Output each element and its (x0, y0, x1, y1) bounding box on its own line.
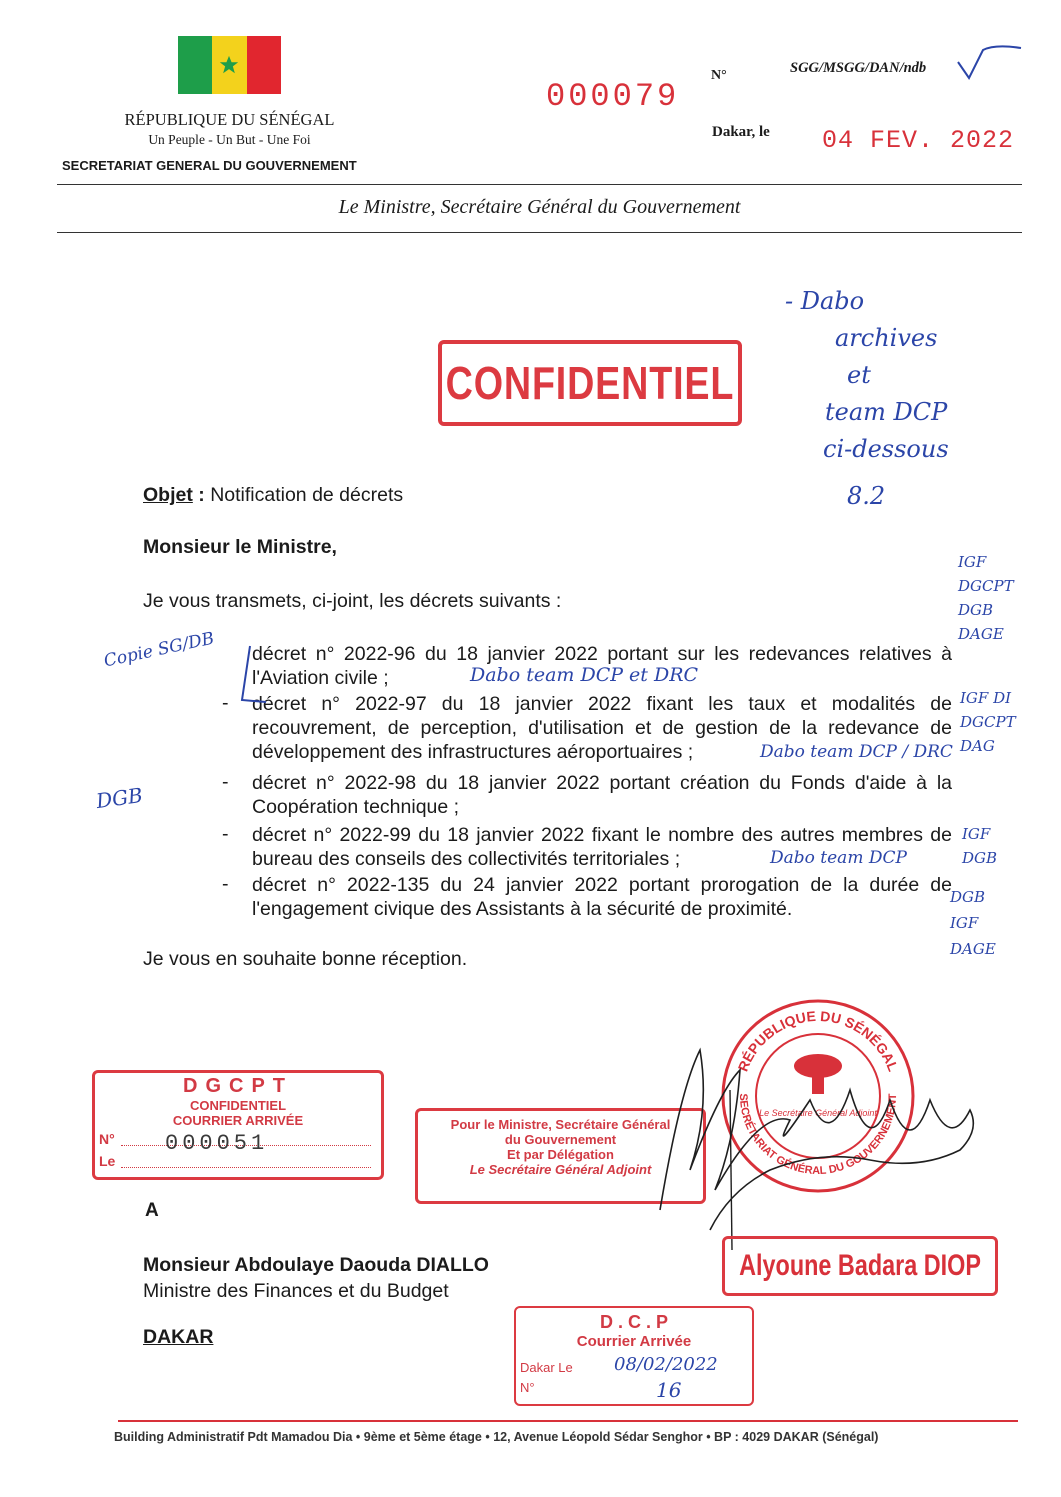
annotation-line: DGB (950, 888, 986, 906)
annotation-line: et (847, 361, 871, 389)
annotation-line: DAGE (950, 940, 996, 958)
decree-item-1: décret n° 2022-96 du 18 janvier 2022 portant sur les redevances relatives à l'Aviation civile ; (252, 643, 952, 689)
footer-rule (118, 1420, 1018, 1422)
annotation-line-4: Dabo team DCP (770, 848, 907, 868)
annotation-line: DGB (958, 601, 994, 619)
annotation-line: DAGE (958, 625, 1004, 643)
annotation-line: DGCPT (960, 713, 1016, 731)
dcp-date: 08/02/2022 (614, 1354, 718, 1375)
header-rule-top (57, 184, 1022, 185)
annotation-line: team DCP (825, 398, 948, 426)
dgcpt-date-label: Le (99, 1153, 116, 1169)
annotation-line: IGF DI (960, 689, 1012, 707)
reference-code: SGG/MSGG/DAN/ndb (790, 60, 927, 76)
annotation-line: archives (835, 324, 938, 352)
national-motto: Un Peuple - Un But - Une Foi (148, 132, 311, 147)
seal-inner-text: Le Secrétaire Général Adjoint (759, 1108, 877, 1118)
annotation-line-1: Dabo team DCP et DRC (470, 664, 699, 686)
annotation-dabo-archives (785, 283, 949, 515)
object-text: Notification de décrets (210, 484, 404, 506)
intro-text: Je vous transmets, ci-joint, les décrets suivants : (143, 590, 562, 612)
dgcpt-line-1: CONFIDENTIEL (189, 1098, 287, 1113)
annotation-line: IGF (950, 914, 979, 932)
country-name: RÉPUBLIQUE DU SÉNÉGAL (124, 110, 335, 129)
flag-yellow-band (212, 36, 246, 94)
header-rule-bottom (57, 232, 1022, 233)
annotation-line: IGF (962, 825, 991, 843)
dgcpt-no-label: N° (99, 1131, 115, 1147)
signature-scribble (620, 1030, 1000, 1250)
annotation-right-2 (960, 686, 1016, 758)
footer-address: Building Administratif Pdt Mamadou Dia • 9ème et 5ème étage • 12, Avenue Léopold Sédar Senghor • BP : 4029 DAKAR (Sénégal) (114, 1430, 879, 1444)
annotation-right-4 (950, 884, 996, 962)
annotation-right-3 (962, 822, 997, 870)
annotation-dgb-left: DGB (94, 782, 145, 814)
star-icon (218, 54, 240, 76)
confidential-stamp-text: CONFIDENTIEL (445, 357, 735, 409)
object-label: Objet (143, 484, 193, 506)
decree-dash: - (222, 692, 229, 714)
annotation-line: - Dabo (785, 287, 865, 315)
object-separator: : (198, 484, 205, 506)
office-title: Le Ministre, Secrétaire Général du Gouvernement (338, 196, 741, 218)
seal-top-text: RÉPUBLIQUE DU SÉNÉGAL (734, 1007, 902, 1074)
dgcpt-date-dots (121, 1167, 371, 1168)
dcp-no-label: N° (520, 1380, 535, 1395)
dcp-title: D . C . P (599, 1312, 668, 1332)
decree-item-5: décret n° 2022-135 du 24 janvier 2022 portant prorogation de la durée de l'engagement civique des Assistants à la sécurité de proximité. (252, 874, 952, 920)
delegation-line-3: Et par Délégation (507, 1147, 614, 1162)
bracket-mark-icon (232, 640, 272, 710)
flag-green-band (178, 36, 212, 94)
recipient-name: Monsieur Abdoulaye Daouda DIALLO (143, 1254, 489, 1276)
number-label: N° (711, 68, 727, 83)
annotation-copy-sg: Copie SG/DB (102, 628, 216, 672)
recipient-prefix: A (145, 1200, 159, 1221)
delegation-line-1: Pour le Ministre, Secrétaire Général (450, 1117, 671, 1132)
flag-red-band (247, 36, 281, 94)
recipient-city: DAKAR (143, 1326, 214, 1348)
dgcpt-title: DGCPT (183, 1075, 293, 1097)
seal-bottom-text: SECRÉTARIAT GÉNÉRAL DU GOUVERNEMENT (736, 1093, 900, 1178)
dgcpt-line-2: COURRIER ARRIVÉE (172, 1113, 304, 1128)
annotation-line: ci-dessous (823, 435, 949, 463)
place-label: Dakar, le (712, 124, 770, 140)
annotation-line: DAG (960, 737, 995, 755)
salutation: Monsieur le Ministre, (143, 536, 337, 558)
dcp-subtitle: Courrier Arrivée (576, 1333, 692, 1350)
dgcpt-number: 000051 (165, 1131, 269, 1156)
recipient-title: Ministre des Finances et du Budget (143, 1280, 449, 1302)
dgcpt-stamp (92, 1070, 384, 1180)
decree-dash: - (222, 771, 229, 793)
decree-item-4: décret n° 2022-99 du 18 janvier 2022 fixant le nombre des autres membres de bureau des conseils des collectivités territoriales ; (252, 824, 952, 870)
annotation-line: 8.2 (847, 482, 886, 510)
dcp-number: 16 (656, 1378, 682, 1402)
annotation-line: DGCPT (958, 577, 1014, 595)
object-line (143, 484, 403, 507)
decree-dash: - (222, 873, 229, 895)
dcp-stamp (514, 1306, 754, 1406)
date-stamp: 04 FEV. 2022 (822, 126, 1015, 155)
closing-text: Je vous en souhaite bonne réception. (143, 948, 468, 970)
decree-dash: - (222, 823, 229, 845)
delegation-line-2: du Gouvernement (504, 1132, 617, 1147)
annotation-right-1 (958, 550, 1014, 646)
signatory-stamp (722, 1236, 998, 1296)
delegation-line-4: Le Secrétaire Général Adjoint (469, 1162, 652, 1177)
decree-item-3: décret n° 2022-98 du 18 janvier 2022 portant création du Fonds d'aide à la Coopération technique ; (252, 772, 952, 818)
annotation-line: DGB (962, 849, 998, 867)
confidential-stamp (438, 340, 742, 426)
signatory-name: Alyoune Badara DIOP (739, 1249, 981, 1282)
dcp-date-label: Dakar Le (520, 1360, 573, 1375)
department-name: SECRETARIAT GENERAL DU GOUVERNEMENT (62, 158, 357, 173)
checkmark-icon (955, 42, 1025, 82)
decree-item-2: décret n° 2022-97 du 18 janvier 2022 fixant les taux et modalités de recouvrement, de perception, d'utilisation et de gestion de la redevance de développement des infrastructures aéroportuaires ; (252, 693, 952, 763)
annotation-line-2: Dabo team DCP / DRC (760, 742, 953, 762)
annotation-line: IGF (958, 553, 987, 571)
register-number-stamp: 000079 (546, 78, 680, 115)
senegal-flag (178, 36, 281, 94)
